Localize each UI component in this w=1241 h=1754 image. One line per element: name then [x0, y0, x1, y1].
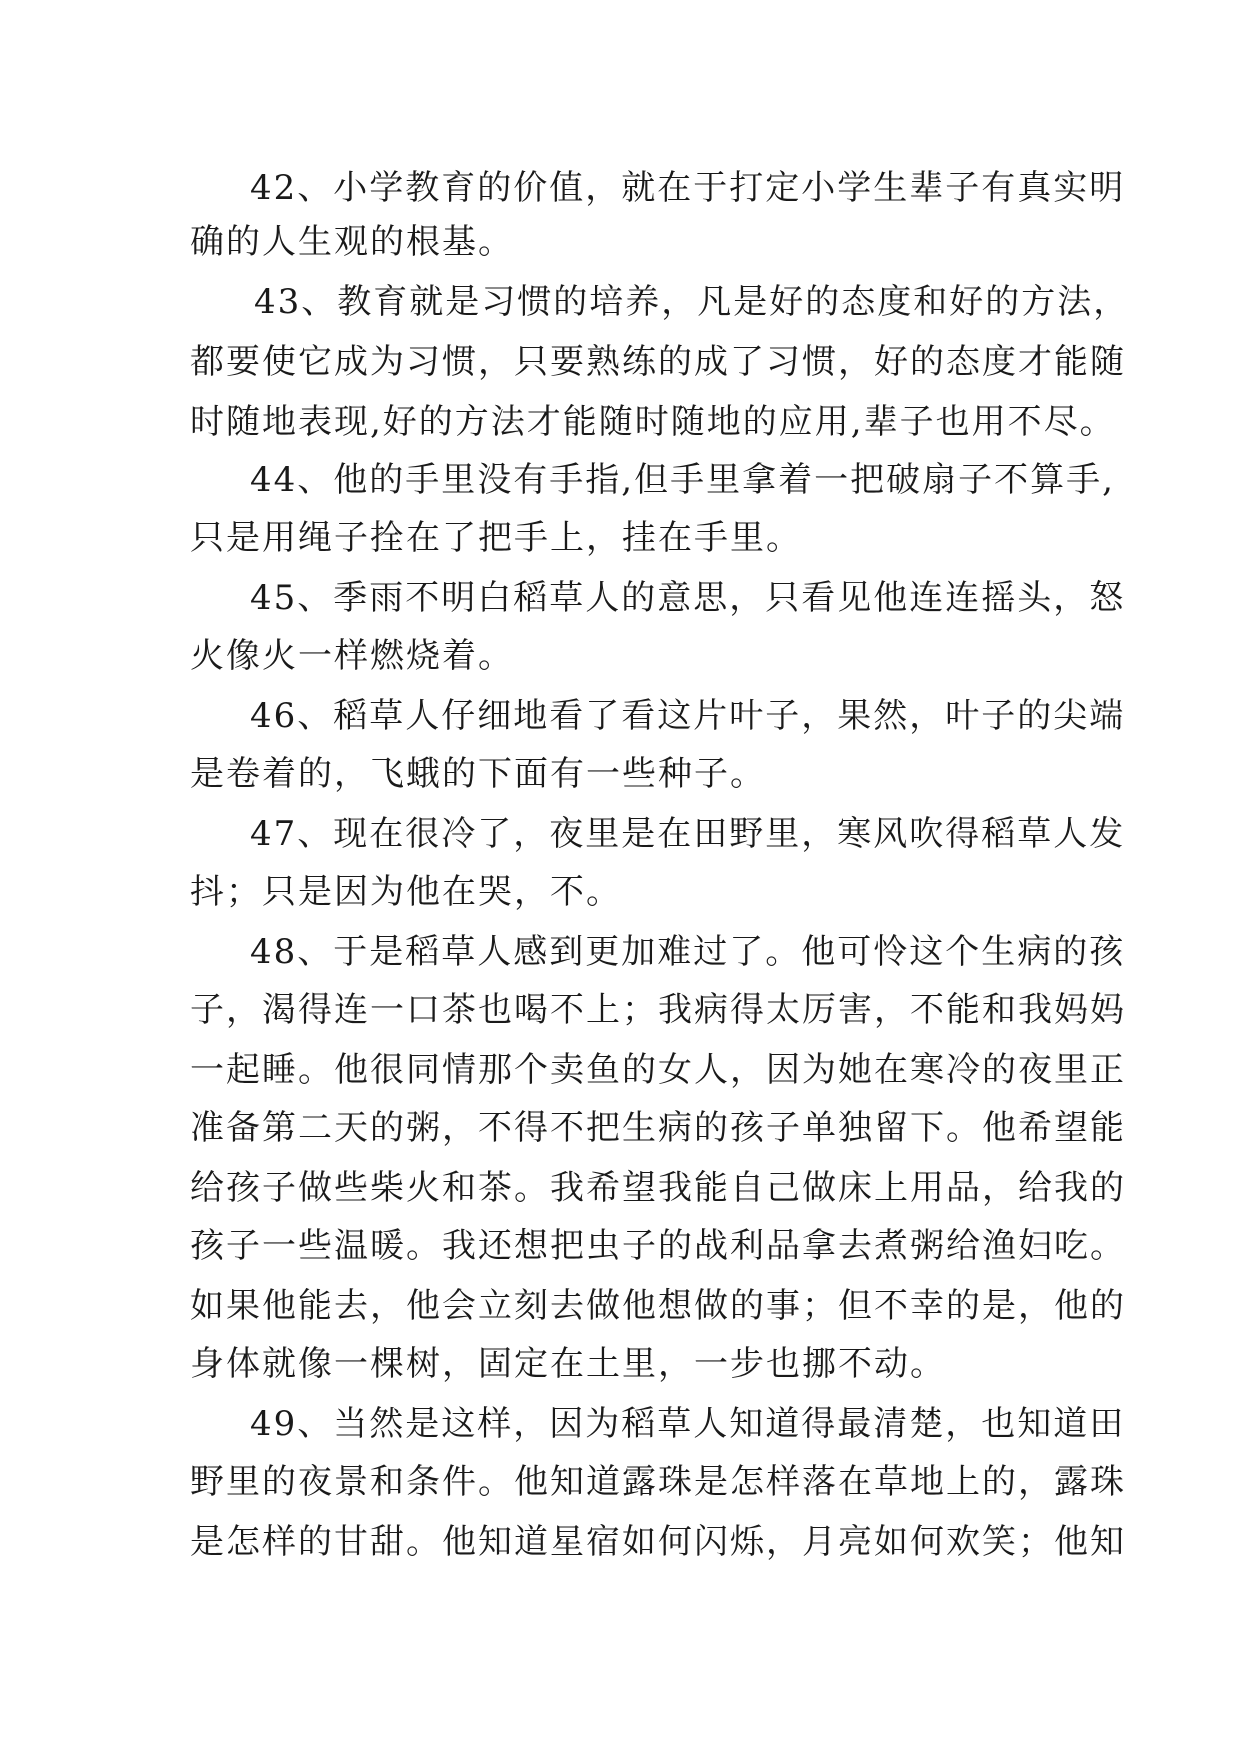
text-line: 野里的夜景和条件。他知道露珠是怎样落在草地上的，露珠: [190, 1462, 1126, 1502]
text-line: 身体就像一棵树，固定在土里，一步也挪不动。: [190, 1344, 946, 1384]
text-line: 49、当然是这样，因为稻草人知道得最清楚，也知道田: [250, 1404, 1126, 1444]
text-line: 46、稻草人仔细地看了看这片叶子，果然，叶子的尖端: [250, 696, 1126, 736]
text-line: 抖；只是因为他在哭，不。: [190, 872, 622, 912]
text-line: 都要使它成为习惯，只要熟练的成了习惯，好的态度才能随: [190, 342, 1126, 382]
text-line: 火像火一样燃烧着。: [190, 636, 514, 676]
text-line: 44、他的手里没有手指,但手里拿着一把破扇子不算手,: [250, 460, 1115, 500]
text-line: 只是用绳子拴在了把手上，挂在手里。: [190, 518, 802, 558]
text-line: 如果他能去，他会立刻去做他想做的事；但不幸的是，他的: [190, 1286, 1126, 1326]
text-line: 孩子一些温暖。我还想把虫子的战利品拿去煮粥给渔妇吃。: [190, 1226, 1126, 1266]
text-line: 是卷着的，飞蛾的下面有一些种子。: [190, 754, 766, 794]
text-line: 准备第二天的粥，不得不把生病的孩子单独留下。他希望能: [190, 1108, 1126, 1148]
text-line: 给孩子做些柴火和茶。我希望我能自己做床上用品，给我的: [190, 1168, 1126, 1208]
text-line: 43、教育就是习惯的培养，凡是好的态度和好的方法，: [254, 282, 1130, 322]
text-line: 48、于是稻草人感到更加难过了。他可怜这个生病的孩: [250, 932, 1126, 972]
text-line: 是怎样的甘甜。他知道星宿如何闪烁，月亮如何欢笑；他知: [190, 1522, 1126, 1562]
text-line: 时随地表现,好的方法才能随时随地的应用,辈子也用不尽。: [190, 402, 1116, 442]
text-line: 确的人生观的根基。: [190, 222, 514, 262]
text-line: 子，渴得连一口茶也喝不上；我病得太厉害，不能和我妈妈: [190, 990, 1126, 1030]
text-line: 45、季雨不明白稻草人的意思，只看见他连连摇头，怒: [250, 578, 1126, 618]
text-line: 42、小学教育的价值，就在于打定小学生辈子有真实明: [250, 168, 1126, 208]
text-line: 一起睡。他很同情那个卖鱼的女人，因为她在寒冷的夜里正: [190, 1050, 1126, 1090]
text-line: 47、现在很冷了，夜里是在田野里，寒风吹得稻草人发: [250, 814, 1126, 854]
